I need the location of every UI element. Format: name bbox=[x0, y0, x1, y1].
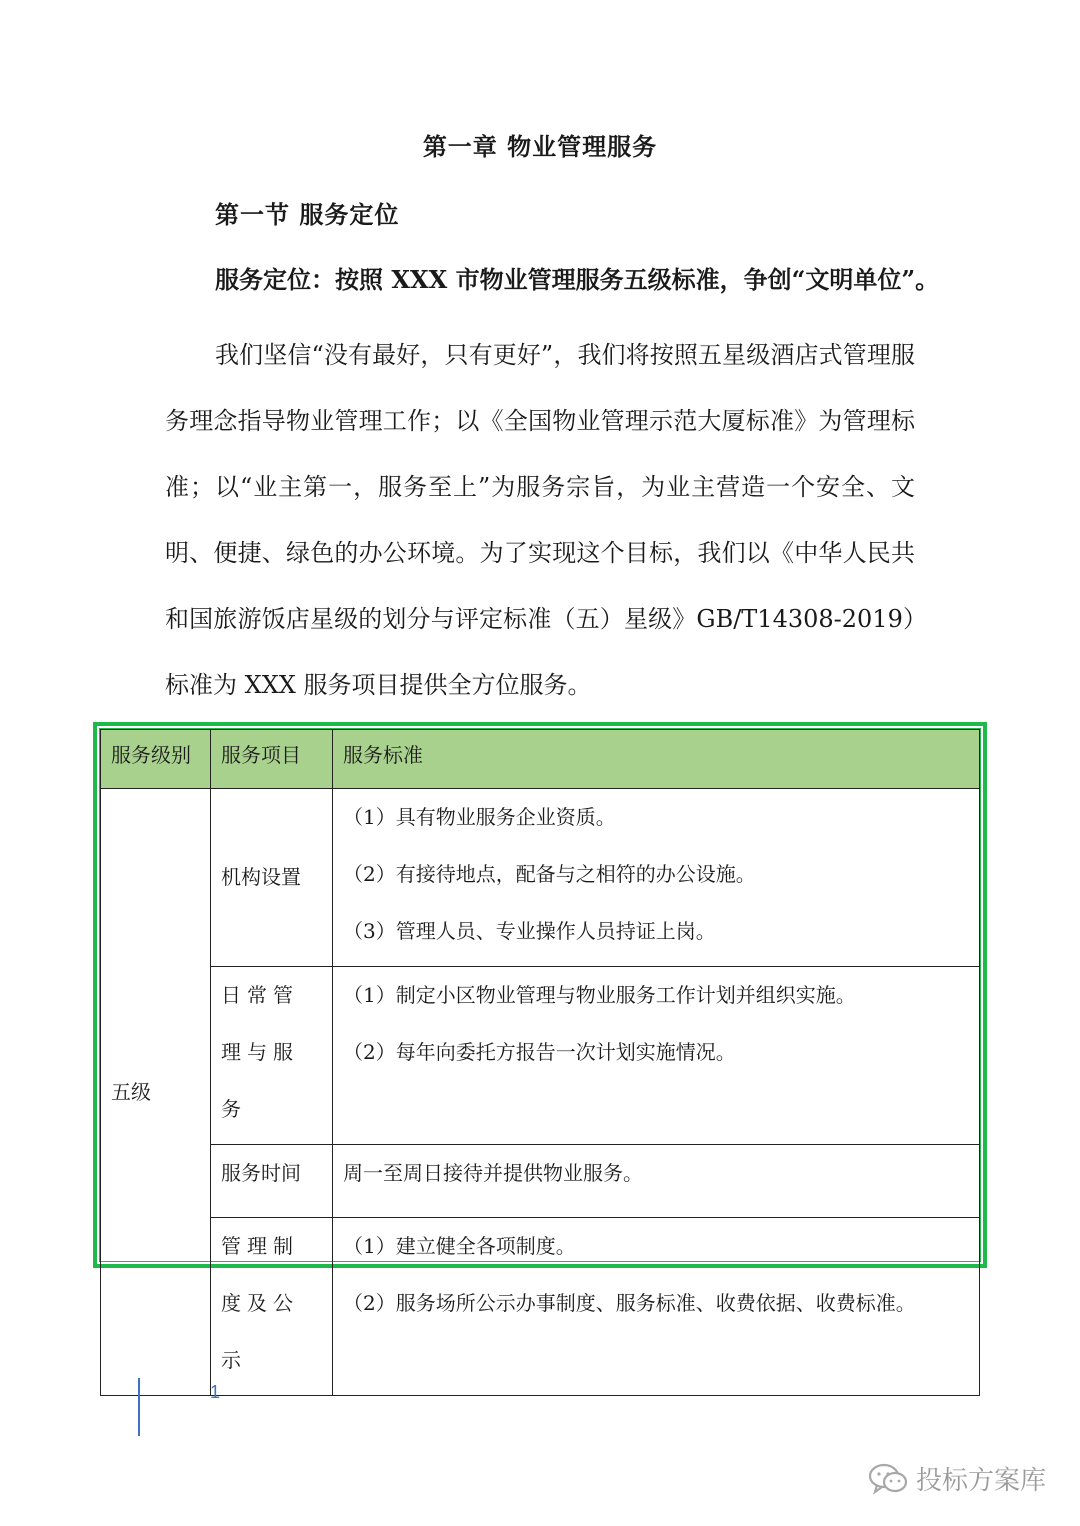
standard-cell bbox=[333, 967, 980, 1145]
standard-line: （1）具有物业服务企业资质。 bbox=[343, 805, 616, 829]
table-row bbox=[101, 967, 980, 1145]
standard-line: （3）管理人员、专业操作人员持证上岗。 bbox=[343, 919, 716, 943]
service-standard-table bbox=[100, 729, 980, 1396]
watermark-text: 投标方案库 bbox=[915, 1466, 1046, 1496]
item-cell bbox=[211, 789, 333, 967]
item-label: 日常管理与服务 bbox=[221, 983, 299, 1121]
standard-line: （2）有接待地点，配备与之相符的办公设施。 bbox=[343, 862, 756, 886]
footer-accent-bar bbox=[138, 1378, 140, 1436]
item-cell bbox=[211, 1218, 333, 1396]
standard-line: （1）建立健全各项制度。 bbox=[343, 1234, 576, 1258]
header-cell-level: 服务级别 bbox=[101, 730, 211, 789]
item-cell bbox=[211, 1145, 333, 1218]
service-standard-table-frame bbox=[93, 722, 987, 1372]
standard-line: （2）服务场所公示办事制度、服务标准、收费依据、收费标准。 bbox=[343, 1291, 916, 1315]
section-title: 第一节 服务定位 bbox=[215, 200, 400, 229]
standard-line: （2）每年向委托方报告一次计划实施情况。 bbox=[343, 1040, 736, 1064]
table-row bbox=[101, 789, 980, 967]
header-cell-item: 服务项目 bbox=[211, 730, 333, 789]
page-number: 1 bbox=[210, 1382, 221, 1402]
standard-line: （1）制定小区物业管理与物业服务工作计划并组织实施。 bbox=[343, 983, 856, 1007]
body-paragraph: 我们坚信“没有最好，只有更好”，我们将按照五星级酒店式管理服务理念指导物业管理工作；以《全国物业管理示范大厦标准》为管理标准；以“业主第一，服务至上”为服务宗旨，为业主营造一个安全、文明、便捷、绿色的办公环境。为了实现这个目标，我们以《中华人民共和国旅游饭店星级的划分与评定标准（五）星级》GB/T14308-2019）标准为 XXX 服务项目提供全方位服务。 bbox=[165, 341, 915, 699]
standard-cell bbox=[333, 1218, 980, 1396]
level-cell: 五级 bbox=[101, 789, 211, 1396]
standard-cell bbox=[333, 789, 980, 967]
item-cell bbox=[211, 967, 333, 1145]
header-cell-standard: 服务标准 bbox=[333, 730, 980, 789]
table-header-row bbox=[101, 730, 980, 789]
item-label: 管理制度及公示 bbox=[221, 1234, 299, 1372]
table-row bbox=[101, 1218, 980, 1396]
item-label: 服务时间 bbox=[221, 1161, 301, 1185]
chapter-title: 第一章 物业管理服务 bbox=[422, 132, 658, 161]
table-row bbox=[101, 1145, 980, 1218]
wechat-icon bbox=[868, 1461, 908, 1497]
standard-cell bbox=[333, 1145, 980, 1218]
watermark bbox=[868, 1460, 1046, 1497]
positioning-statement: 服务定位：按照 XXX 市物业管理服务五级标准，争创“文明单位”。 bbox=[215, 265, 940, 294]
service-standard-table-inner-border bbox=[99, 728, 981, 1372]
standard-line: 周一至周日接待并提供物业服务。 bbox=[343, 1161, 643, 1185]
item-label: 机构设置 bbox=[221, 865, 301, 889]
